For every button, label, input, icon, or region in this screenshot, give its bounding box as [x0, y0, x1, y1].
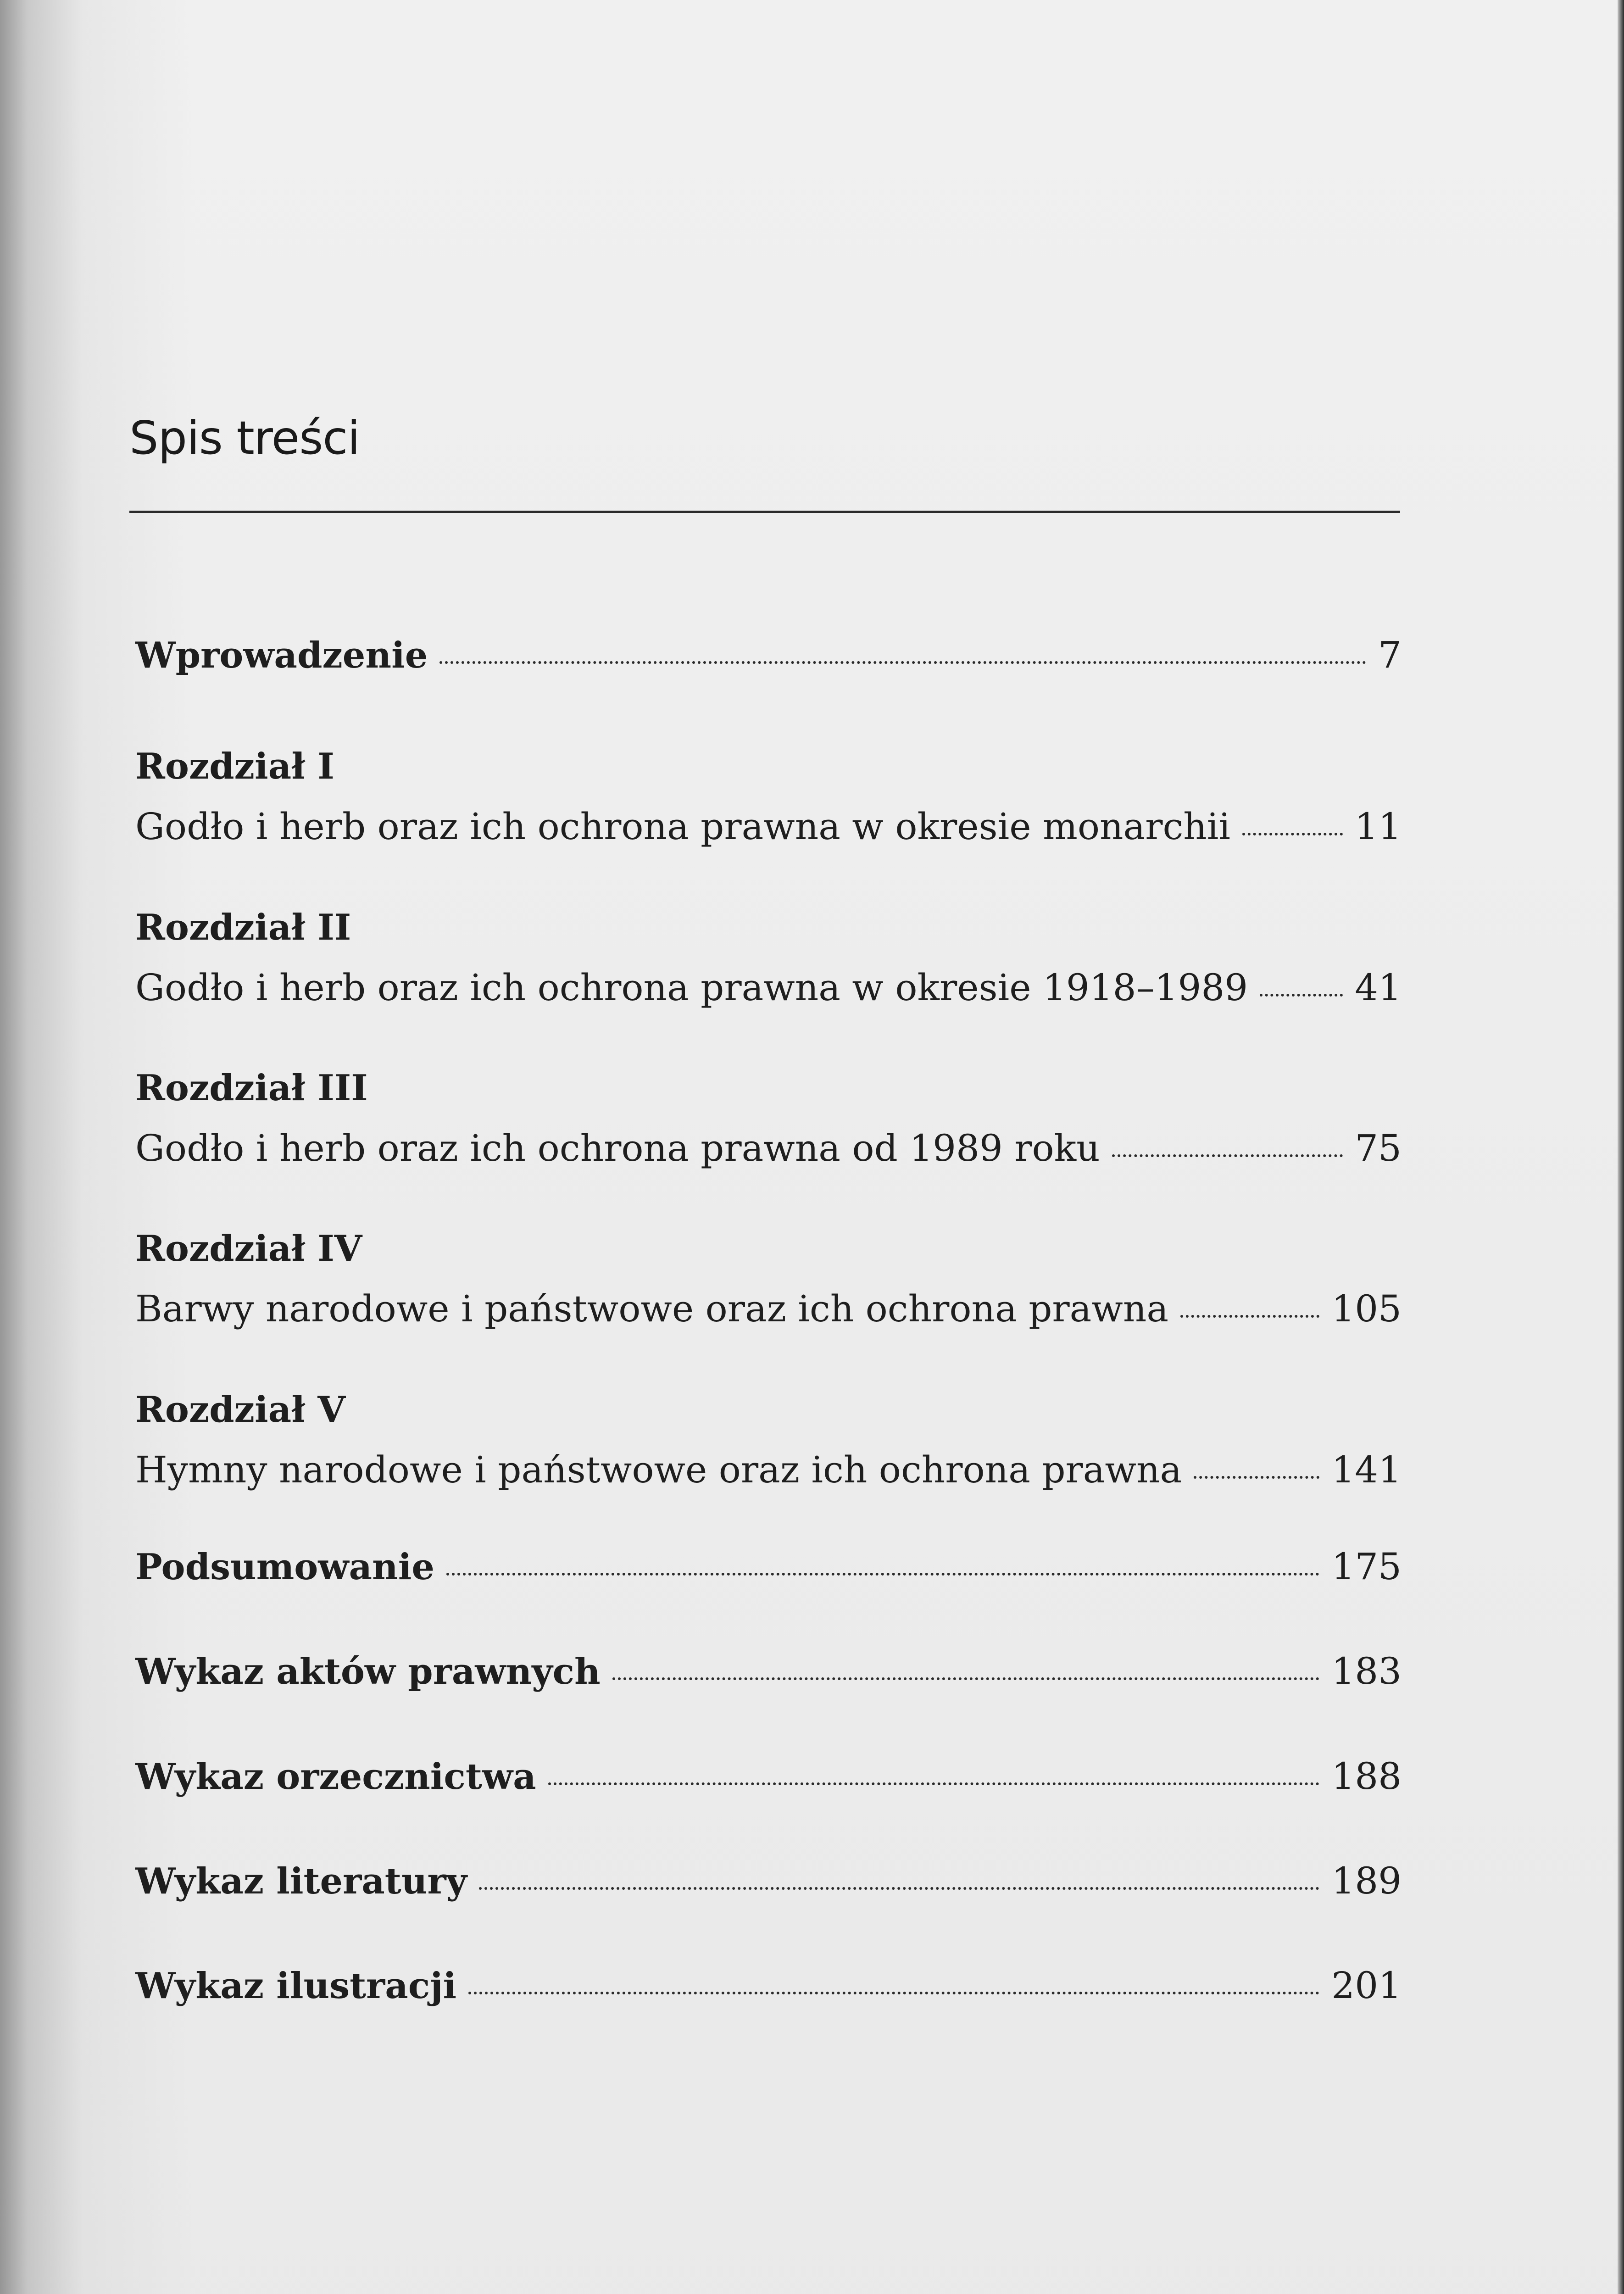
toc-entry-chapter-4[interactable]: [135, 1228, 1402, 1330]
toc-entry-title: Wykaz literatury: [135, 1860, 467, 1902]
toc-entry-title: Wykaz aktów prawnych: [135, 1651, 601, 1693]
dot-leader: [479, 1887, 1319, 1890]
toc-line: [135, 1127, 1402, 1169]
toc-page-number: 105: [1331, 1287, 1402, 1330]
toc-entry-chapter-5[interactable]: [135, 1389, 1402, 1491]
toc-page-number: 188: [1331, 1755, 1402, 1798]
dot-leader: [468, 1992, 1319, 1994]
toc-entry-title: Barwy narodowe i państwowe oraz ich ochrona prawna: [135, 1287, 1169, 1330]
toc-page-number: 7: [1378, 634, 1402, 676]
toc-entry-introduction[interactable]: [135, 634, 1402, 676]
toc-page-number: 183: [1331, 1650, 1402, 1693]
chapter-label: Rozdział I: [135, 746, 334, 787]
toc-page-number: 175: [1331, 1545, 1402, 1588]
toc-page-number: 11: [1355, 805, 1402, 848]
toc-entry-bibliography[interactable]: [135, 1860, 1402, 1902]
toc-entry-title: Hymny narodowe i państwowe oraz ich ochrona prawna: [135, 1448, 1182, 1491]
toc-entry-title: Podsumowanie: [135, 1546, 434, 1588]
dot-leader: [1180, 1315, 1319, 1318]
toc-entry-title: Godło i herb oraz ich ochrona prawna od 1989 roku: [135, 1127, 1100, 1169]
page-edge-shadow: [1618, 0, 1624, 2294]
toc-entry-title: Wykaz orzecznictwa: [135, 1756, 536, 1798]
dot-leader: [1112, 1154, 1343, 1157]
toc-line: [135, 1860, 1402, 1902]
toc-line: [135, 1755, 1402, 1798]
toc-entry-chapter-2[interactable]: [135, 907, 1402, 1009]
toc-line: [135, 1287, 1402, 1330]
toc-line: [135, 1545, 1402, 1588]
toc-entry-title: Godło i herb oraz ich ochrona prawna w okresie 1918–1989: [135, 966, 1248, 1009]
toc-entry-case-law[interactable]: [135, 1755, 1402, 1798]
toc-page-number: 189: [1331, 1860, 1402, 1902]
chapter-label: Rozdział III: [135, 1067, 368, 1109]
toc-entry-title: Godło i herb oraz ich ochrona prawna w okresie monarchii: [135, 805, 1230, 848]
dot-leader: [1194, 1476, 1319, 1479]
dot-leader: [446, 1573, 1319, 1576]
toc-line: [135, 805, 1402, 848]
toc-line: [135, 966, 1402, 1009]
toc-entry-illustrations[interactable]: [135, 1964, 1402, 2007]
toc-line: [135, 634, 1402, 676]
chapter-label: Rozdział II: [135, 907, 351, 948]
dot-leader: [612, 1677, 1320, 1680]
chapter-label: Rozdział IV: [135, 1228, 362, 1269]
toc-line: [135, 1650, 1402, 1693]
toc-page-number: 75: [1355, 1127, 1402, 1169]
dot-leader: [548, 1782, 1320, 1785]
toc-line: [135, 1448, 1402, 1491]
toc-entry-summary[interactable]: [135, 1545, 1402, 1588]
dot-leader: [439, 661, 1366, 664]
title-divider: [129, 511, 1400, 513]
toc-entry-title: Wprowadzenie: [135, 635, 428, 676]
toc-line: [135, 1964, 1402, 2007]
toc-page-number: 41: [1355, 966, 1402, 1009]
toc-page-number: 201: [1331, 1964, 1402, 2007]
toc-entry-chapter-1[interactable]: [135, 746, 1402, 848]
toc-entry-chapter-3[interactable]: [135, 1067, 1402, 1169]
toc-entry-legal-acts[interactable]: [135, 1650, 1402, 1693]
toc-page-number: 141: [1331, 1448, 1402, 1491]
page-title: Spis treści: [129, 411, 360, 465]
dot-leader: [1260, 994, 1343, 997]
chapter-label: Rozdział V: [135, 1389, 345, 1431]
dot-leader: [1242, 833, 1343, 835]
toc-entry-title: Wykaz ilustracji: [135, 1965, 457, 2007]
